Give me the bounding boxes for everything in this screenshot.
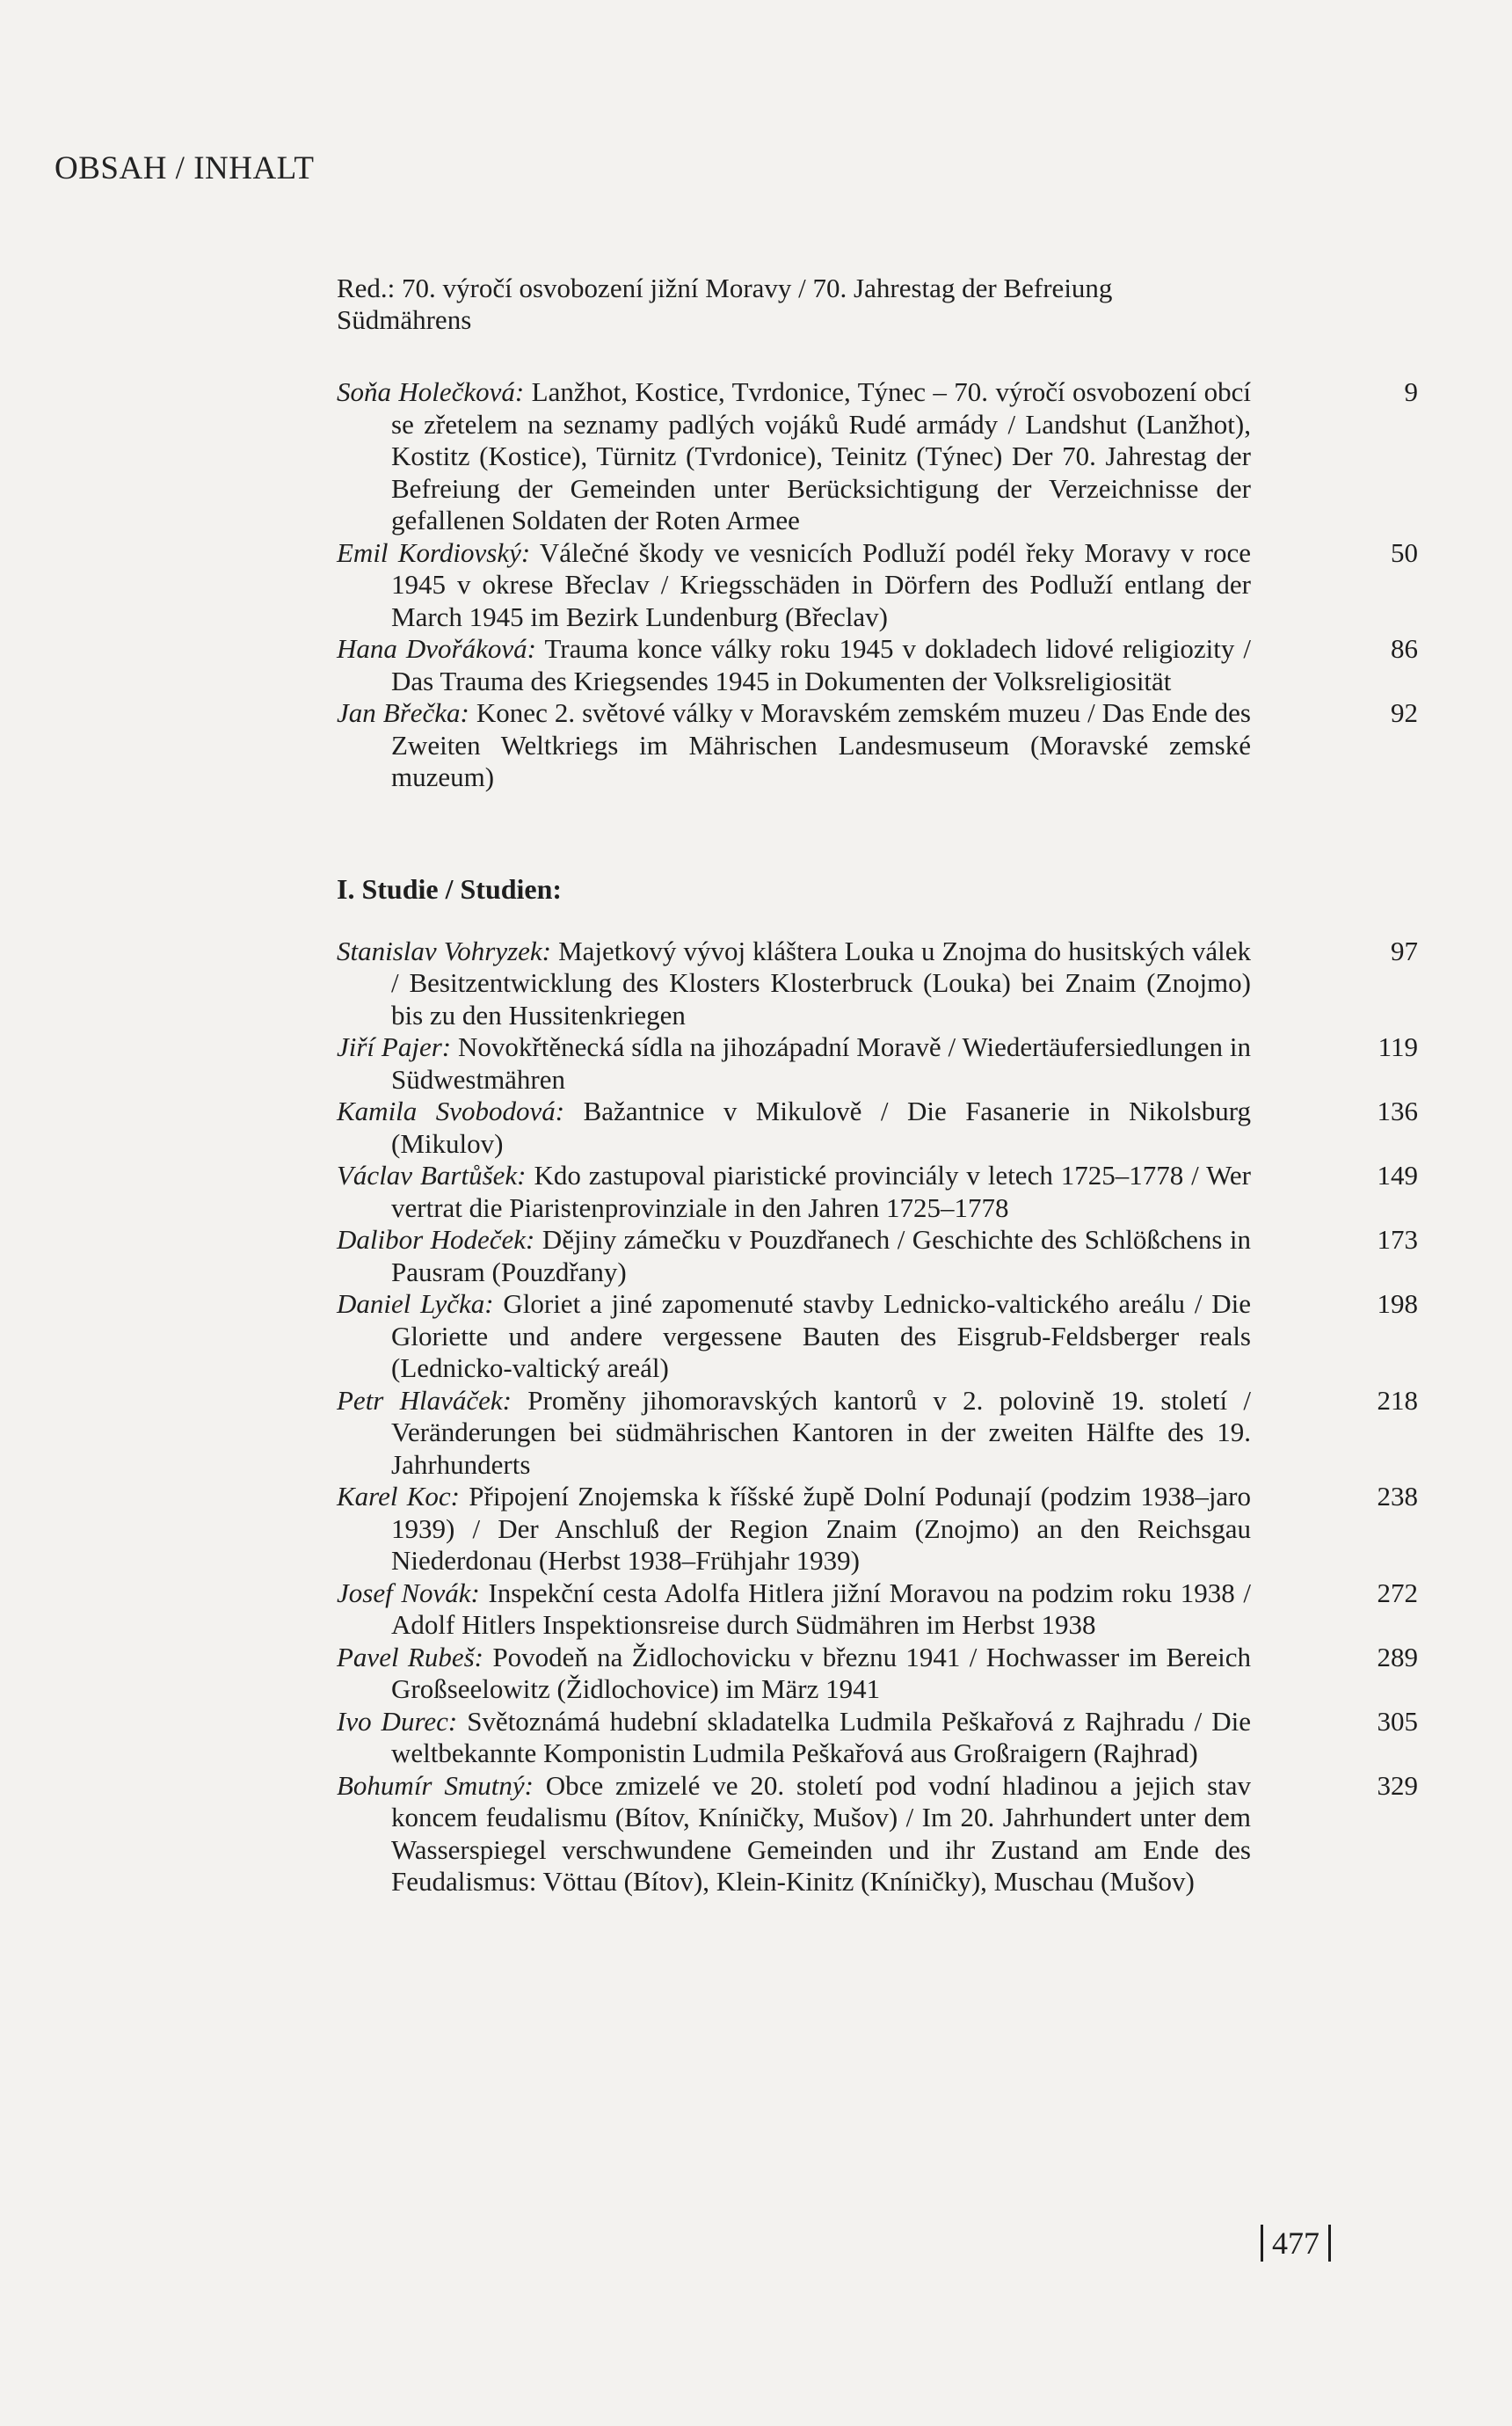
entry-title: Bažantnice v Mikulově / Die Fasanerie in Nikolsburg (Mikulov)	[391, 1096, 1252, 1159]
entry-title: Novokřtěnecká sídla na jihozápadní Moravě / Wiedertäufersiedlungen in Südwestmähren	[391, 1031, 1252, 1095]
entry-author: Bohumír Smutný:	[337, 1769, 534, 1801]
entry-author: Karel Koc:	[337, 1481, 460, 1512]
folio-rule-right	[1328, 2225, 1331, 2262]
entry-author: Jan Břečka:	[337, 697, 469, 728]
entry-title: Obce zmizelé ve 20. století pod vodní hladinou a jejich stav koncem feudalismu (Bítov, Kníničky, Mušov) / Im 20. Jahrhundert unter dem Wasserspiegel verschwundene Gemeinden und ihr Zustand am Ende des Feudalismus: Vöttau (Bítov), Klein-Kinitz (Kníničky), Muschau (Mušov)	[391, 1769, 1252, 1897]
toc-entry	[337, 1705, 1418, 1770]
entry-author: Ivo Durec:	[337, 1705, 458, 1737]
toc-entry	[337, 376, 1418, 537]
entry-page: 305	[1377, 1705, 1418, 1737]
entry-title: Konec 2. světové války v Moravském zemském muzeu / Das Ende des Zweiten Weltkriegs im Mährischen Landesmuseum (Moravské zemské muzeum)	[391, 697, 1251, 792]
entry-title: Inspekční cesta Adolfa Hitlera jižní Moravou na podzim roku 1938 / Adolf Hitlers Inspektionsreise durch Südmähren im Herbst 1938	[391, 1577, 1252, 1640]
toc-entry	[337, 1641, 1418, 1706]
page-number: 477	[1272, 2226, 1319, 2261]
entry-page: 86	[1391, 633, 1418, 664]
entry-title: Lanžhot, Kostice, Tvrdonice, Týnec – 70. výročí osvobození obcí se zřetelem na seznamy padlých vojáků Rudé armády / Landshut (Lanžhot), Kostitz (Kostice), Türnitz (Tvrdonice), Teinitz (Týnec) Der 70. Jahrestag der Befreiung der Gemeinden unter Berücksichtigung der Verzeichnisse der gefallenen Soldaten der Roten Armee	[391, 376, 1251, 535]
toc-entry	[337, 1031, 1418, 1096]
entry-page: 149	[1377, 1160, 1418, 1191]
entry-title: Dějiny zámečku v Pouzdřanech / Geschichte des Schlößchens in Pausram (Pouzdřany)	[391, 1224, 1251, 1287]
entry-title: Připojení Znojemska k říšské župě Dolní Podunají (podzim 1938–jaro 1939) / Der Anschluß der Region Znaim (Znojmo) an den Reichsgau Niederdonau (Herbst 1938–Frühjahr 1939)	[391, 1481, 1252, 1576]
entry-author: Emil Kordiovský:	[337, 536, 531, 568]
entry-page: 238	[1377, 1481, 1418, 1512]
entry-title: Trauma konce války roku 1945 v dokladech lidové religiozity / Das Trauma des Kriegsendes 1945 in Dokumenten der Volksreligiosität	[391, 633, 1251, 696]
section-heading: I. Studie / Studien:	[337, 872, 563, 905]
entry-page: 173	[1377, 1224, 1418, 1255]
toc-entry	[337, 1224, 1418, 1288]
entry-author: Hana Dvořáková:	[337, 633, 536, 664]
entry-title: Proměny jihomoravských kantorů v 2. polovině 19. století / Veränderungen bei südmährischen Kantoren in der zweiten Hälfte des 19. Jahrhunderts	[391, 1384, 1252, 1480]
entry-page: 97	[1391, 935, 1418, 966]
entry-title: Válečné škody ve vesnicích Podluží podél řeky Moravy v roce 1945 v okrese Břeclav / Kriegsschäden in Dörfern des Podluží entlang der March 1945 im Bezirk Lundenburg (Břeclav)	[391, 536, 1251, 632]
intro-line: Red.: 70. výročí osvobození jižní Moravy / 70. Jahrestag der Befreiung Südmährens	[337, 273, 1113, 335]
entry-author: Josef Novák:	[337, 1577, 480, 1608]
entry-author: Dalibor Hodeček:	[337, 1224, 535, 1255]
entry-page: 198	[1377, 1288, 1418, 1319]
toc-entry	[337, 1096, 1418, 1160]
entry-page: 92	[1391, 697, 1418, 728]
toc-entry	[337, 1769, 1418, 1898]
toc-entry	[337, 1384, 1418, 1482]
entry-author: Stanislav Vohryzek:	[337, 935, 551, 966]
table-of-contents	[337, 273, 1418, 1898]
toc-entry	[337, 536, 1418, 634]
entry-page: 329	[1377, 1769, 1418, 1801]
entry-title: Majetkový vývoj kláštera Louka u Znojma do husitských válek / Besitzentwicklung des Klosters Klosterbruck (Louka) bei Znaim (Znojmo) bis zu den Hussitenkriegen	[391, 935, 1251, 1031]
entry-page: 136	[1377, 1096, 1418, 1126]
entry-title: Světoznámá hudební skladatelka Ludmila Peškařová z Rajhradu / Die weltbekannte Komponistin Ludmila Peškařová aus Großraigern (Rajhrad)	[391, 1705, 1251, 1768]
entry-author: Soňa Holečková:	[337, 376, 525, 407]
intro-entries	[337, 376, 1418, 794]
toc-entry	[337, 935, 1418, 1032]
toc-entry	[337, 1577, 1418, 1642]
entry-author: Kamila Svobodová:	[337, 1096, 565, 1126]
study-entries	[337, 936, 1418, 1898]
entry-author: Pavel Rubeš:	[337, 1641, 483, 1672]
entry-page: 289	[1377, 1641, 1418, 1672]
page-heading: OBSAH / INHALT	[55, 150, 315, 186]
entry-author: Jiří Pajer:	[337, 1031, 452, 1062]
toc-entry	[337, 697, 1418, 794]
entry-author: Václav Bartůšek:	[337, 1160, 527, 1191]
entry-page: 272	[1377, 1577, 1418, 1608]
entry-author: Petr Hlaváček:	[337, 1384, 512, 1416]
toc-entry	[337, 1481, 1418, 1577]
entry-title: Gloriet a jiné zapomenuté stavby Lednicko-valtického areálu / Die Gloriette und andere vergessene Bauten des Eisgrub-Feldsberger reals (Lednicko-valtický areál)	[391, 1288, 1252, 1383]
toc-entry	[337, 1288, 1418, 1385]
entry-title: Povodeň na Židlochovicku v březnu 1941 / Hochwasser im Bereich Großseelowitz (Židlochovice) im März 1941	[391, 1641, 1252, 1704]
entry-page: 9	[1404, 376, 1418, 407]
entry-author: Daniel Lyčka:	[337, 1288, 494, 1319]
entry-page: 50	[1391, 536, 1418, 568]
entry-page: 119	[1378, 1031, 1418, 1062]
toc-entry	[337, 1160, 1418, 1224]
entry-title: Kdo zastupoval piaristické provinciály v letech 1725–1778 / Wer vertrat die Piaristenprovinziale in den Jahren 1725–1778	[391, 1160, 1252, 1223]
folio	[1261, 2225, 1331, 2262]
folio-rule-left	[1261, 2225, 1263, 2262]
toc-entry	[337, 633, 1418, 697]
entry-page: 218	[1377, 1384, 1418, 1416]
